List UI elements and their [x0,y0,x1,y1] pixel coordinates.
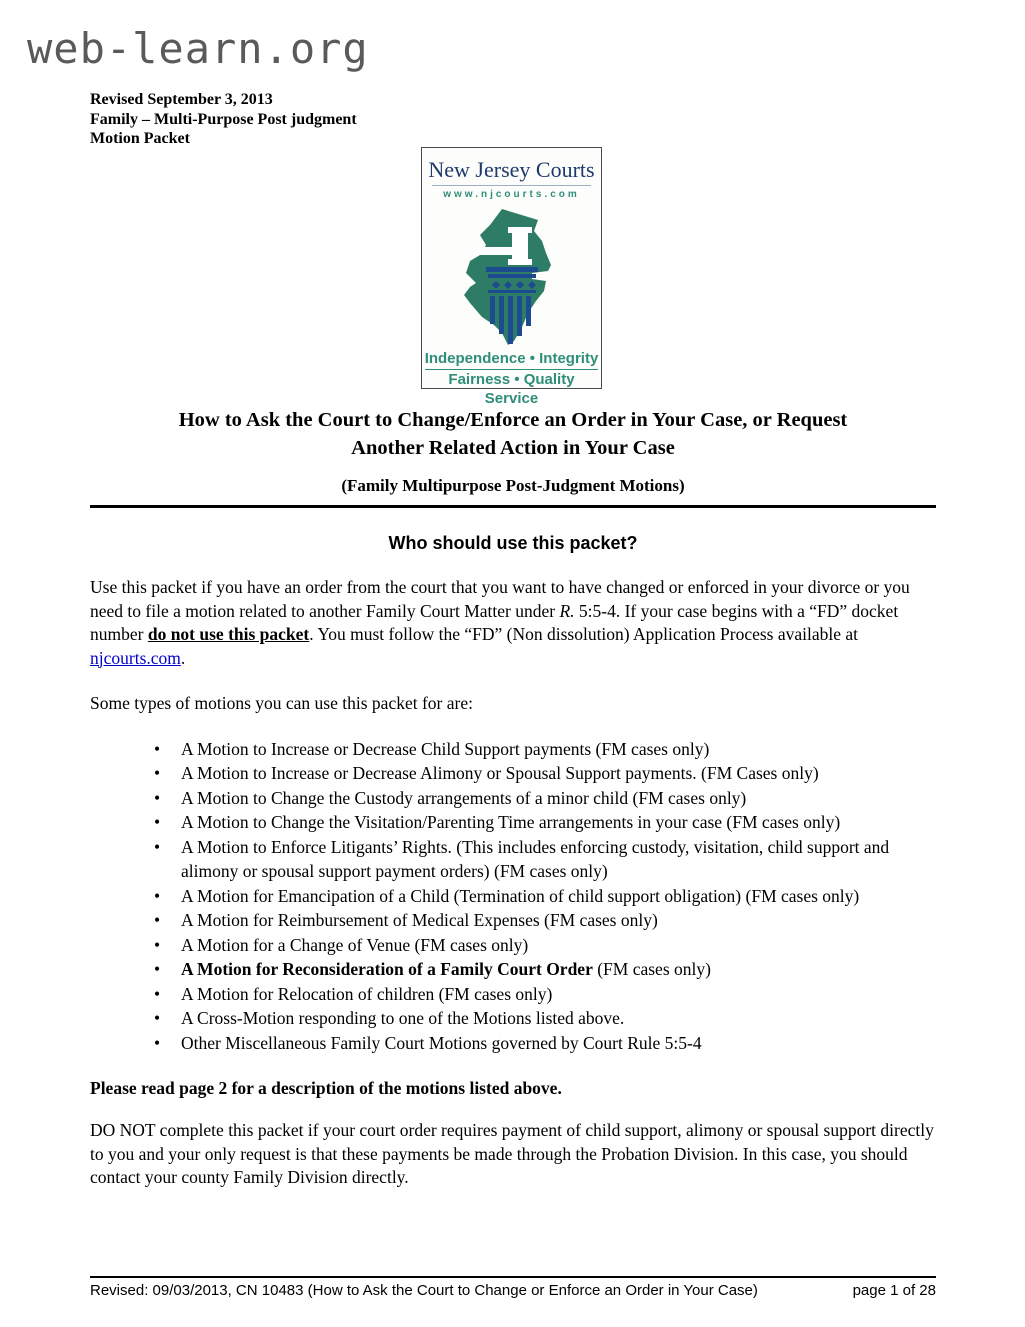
motion-list-item [90,786,936,811]
motion-list-item [90,810,936,835]
page-footer [90,1276,936,1299]
text-segment: (FM cases only) [592,959,711,979]
motion-list-item [90,1006,936,1031]
text-segment: A Motion to Increase or Decrease Child Support payments (FM cases only) [181,738,710,759]
text-segment: do not use this packet [147,624,310,644]
text-segment: A Motion for Reimbursement of Medical Expenses (FM cases only) [181,910,658,930]
footer-left: Revised: 09/03/2013, CN 10483 (How to Ask the Court to Change or Enforce an Order in Your Case) [90,1282,758,1299]
motion-list-item [90,835,936,884]
motion-list-item [90,957,936,982]
motion-list-item [90,737,936,762]
njcourts-link[interactable]: njcourts.com [90,647,181,668]
text-segment: . You must follow the “FD” (Non dissolution) Application Process available at [309,624,859,644]
motion-list-item [90,761,936,786]
title-rule [90,505,936,508]
text-segment: A Motion to Increase or Decrease Alimony or Spousal Support payments. (FM Cases only) [181,763,819,783]
warning-paragraph: DO NOT complete this packet if your court order requires payment of child support, alimony or spousal support directly to you and your only request is that these payments be made through the Probation Division. In this case, you should contact your county Family Division directly. [90,1120,934,1187]
text-segment: Other Miscellaneous Family Court Motions governed by Court Rule 5:5-4 [181,1032,702,1053]
text-segment: A Motion for a Change of Venue (FM cases only) [181,934,529,955]
nj-state-gavel-column-icon [456,205,568,347]
text-segment: A Motion for Emancipation of a Child (Termination of child support obligation) (FM cases only) [181,885,860,906]
intro-paragraph [90,576,936,670]
logo-url: www.njcourts.com [443,189,580,200]
text-segment: A Motion to Change the Custody arrangements of a minor child (FM cases only) [181,787,747,808]
page-title: How to Ask the Court to Change/Enforce an Order in Your Case, or Request Another Related Action in Your Case [178,409,848,459]
text-segment: . [180,647,186,668]
revision-block [90,90,357,149]
text-segment: A Motion for Reconsideration of a Family Court Order [181,959,593,979]
document-body [90,407,936,1190]
section-heading: Who should use this packet? [388,533,638,553]
motion-list-item [90,884,936,909]
watermark-logo: web-learn.org [27,24,369,73]
text-segment: R. [559,600,575,621]
motion-list-item [90,1031,936,1056]
page-subtitle: (Family Multipurpose Post-Judgment Motions) [341,476,685,495]
logo-divider [432,185,591,186]
text-segment: A Cross-Motion responding to one of the Motions listed above. [181,1008,625,1028]
text-segment: A Motion to Enforce Litigants’ Rights. (This includes enforcing custody, visitation, child support and alimony or spousal support payment orders) (FM cases only) [181,836,890,881]
logo-motto [422,349,601,408]
revision-line: Motion Packet [90,130,190,147]
read-page2-note: Please read page 2 for a description of the motions listed above. [90,1078,562,1098]
text-segment: 5:5-4. If your case begins with a “FD” docket number [90,600,899,644]
motions-intro: Some types of motions you can use this packet for are: [90,693,473,713]
motion-list-item [90,982,936,1007]
text-segment: A Motion for Relocation of children (FM cases only) [181,983,553,1004]
logo-motto-line1: Independence • Integrity [425,349,599,370]
motion-list [90,737,936,1056]
text-segment: A Motion to Change the Visitation/Parenting Time arrangements in your case (FM cases only) [181,812,841,832]
logo-motto-line2: Fairness • Quality Service [448,371,575,407]
nj-courts-logo [421,147,602,407]
footer-page-number: page 1 of 28 [852,1282,936,1299]
text-segment: Use this packet if you have an order from the court that you want to have changed or enforced in your divorce or you need to file a motion related to another Family Court Matter under [90,577,910,621]
revision-line: Revised September 3, 2013 [90,91,273,108]
logo-title: New Jersey Courts [428,157,595,182]
motion-list-item [90,933,936,958]
revision-line: Family – Multi-Purpose Post judgment [90,110,357,128]
motion-list-item [90,908,936,933]
